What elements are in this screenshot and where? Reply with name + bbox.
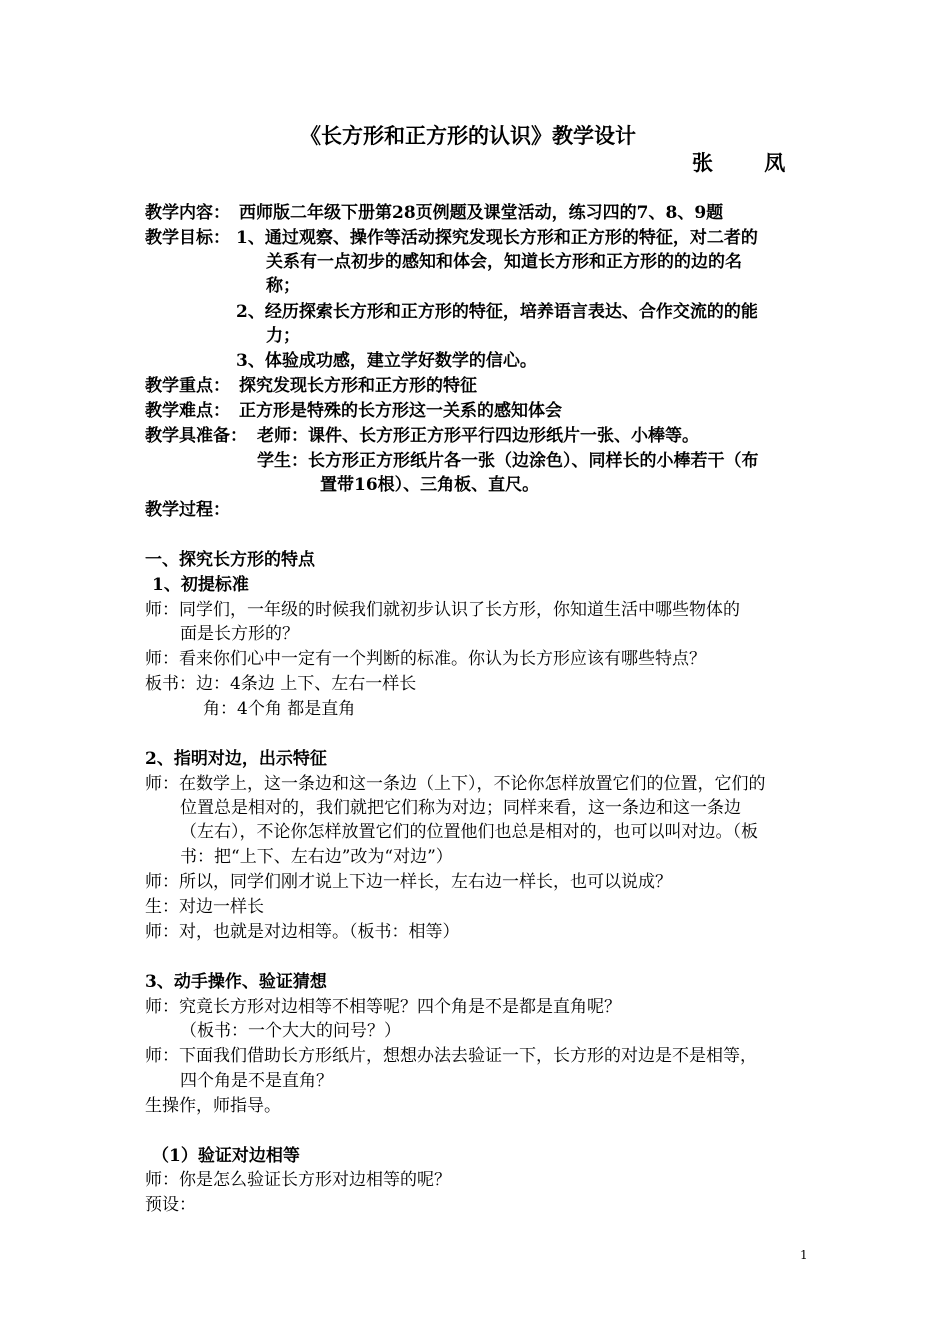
content-text: 西师版二年级下册第28页例题及课堂活动，练习四的7、8、9题	[239, 203, 724, 223]
prep-student-line-1: 学生：长方形正方形纸片各一张（边涂色）、同样长的小棒若干（布	[257, 451, 759, 471]
difficulty-text: 正方形是特殊的长方形这一关系的感知体会	[239, 401, 562, 421]
s3-line-1: 师：究竟长方形对边相等不相等呢？四个角是不是都是直角呢？	[145, 997, 621, 1017]
s4-line-2: 预设：	[145, 1195, 196, 1215]
goal-label: 教学目标：	[145, 228, 230, 248]
goal-2-line-2: 力；	[266, 326, 300, 346]
s1-line-2: 面是长方形的？	[180, 624, 299, 644]
s2-line-7: 师：对，也就是对边相等。（板书：相等）	[145, 922, 460, 942]
s3-line-3: 师：下面我们借助长方形纸片，想想办法去验证一下，长方形的对边是不是相等，	[145, 1046, 757, 1066]
s2-line-1: 师：在数学上，这一条边和这一条边（上下），不论你怎样放置它们的位置，它们的	[145, 774, 766, 794]
s1-line-5: 角：4个角 都是直角	[203, 699, 356, 719]
goal-3-line-1: 3、体验成功感，建立学好数学的信心。	[236, 351, 537, 371]
subsection-1-heading: 1、初提标准	[152, 575, 249, 595]
s2-line-5: 师：所以，同学们刚才说上下边一样长，左右边一样长，也可以说成？	[145, 872, 672, 892]
process-label: 教学过程：	[145, 500, 230, 520]
goal-1-line-2: 关系有一点初步的感知和体会，知道长方形和正方形的的边的名	[266, 252, 742, 272]
document-title: 《长方形和正方形的认识》教学设计	[300, 123, 636, 148]
s1-line-4: 板书：边：4条边 上下、左右一样长	[145, 674, 417, 694]
key-label: 教学重点：	[145, 376, 230, 396]
content-label: 教学内容：	[145, 203, 230, 223]
subsection-3-heading: 3、动手操作、验证猜想	[145, 972, 327, 992]
s2-line-4: 书：把“上下、左右边”改为“对边”）	[180, 847, 453, 867]
s2-line-2: 位置总是相对的，我们就把它们称为对边；同样来看，这一条边和这一条边	[180, 798, 741, 818]
prep-label: 教学具准备：	[145, 426, 247, 446]
goal-1-line-3: 称；	[266, 276, 300, 296]
prep-student-line-2: 置带16根）、三角板、直尺。	[320, 475, 540, 495]
section-1-heading: 一、探究长方形的特点	[145, 550, 315, 570]
s2-line-3: （左右），不论你怎样放置它们的位置他们也总是相对的，也可以叫对边。（板	[180, 822, 758, 842]
key-text: 探究发现长方形和正方形的特征	[239, 376, 477, 396]
goal-2-line-1: 2、经历探索长方形和正方形的特征，培养语言表达、合作交流的的能	[236, 302, 758, 322]
s2-line-6: 生：对边一样长	[145, 897, 264, 917]
s1-line-1: 师：同学们，一年级的时候我们就初步认识了长方形，你知道生活中哪些物体的	[145, 600, 740, 620]
s3-line-5: 生操作，师指导。	[145, 1096, 281, 1116]
author-name: 张 凤	[692, 150, 808, 175]
prep-teacher: 老师：课件、长方形正方形平行四边形纸片一张、小棒等。	[257, 426, 699, 446]
s3-line-4: 四个角是不是直角？	[180, 1071, 333, 1091]
subsection-2-heading: 2、指明对边，出示特征	[145, 749, 327, 769]
goal-1-line-1: 1、通过观察、操作等活动探究发现长方形和正方形的特征，对二者的	[236, 228, 758, 248]
difficulty-label: 教学难点：	[145, 401, 230, 421]
page-number: 1	[800, 1248, 808, 1262]
subsection-4-heading: （1）验证对边相等	[152, 1146, 300, 1166]
s4-line-1: 师：你是怎么验证长方形对边相等的呢？	[145, 1170, 451, 1190]
s1-line-3: 师：看来你们心中一定有一个判断的标准。你认为长方形应该有哪些特点？	[145, 649, 706, 669]
s3-line-2: （板书：一个大大的问号？）	[180, 1021, 401, 1041]
